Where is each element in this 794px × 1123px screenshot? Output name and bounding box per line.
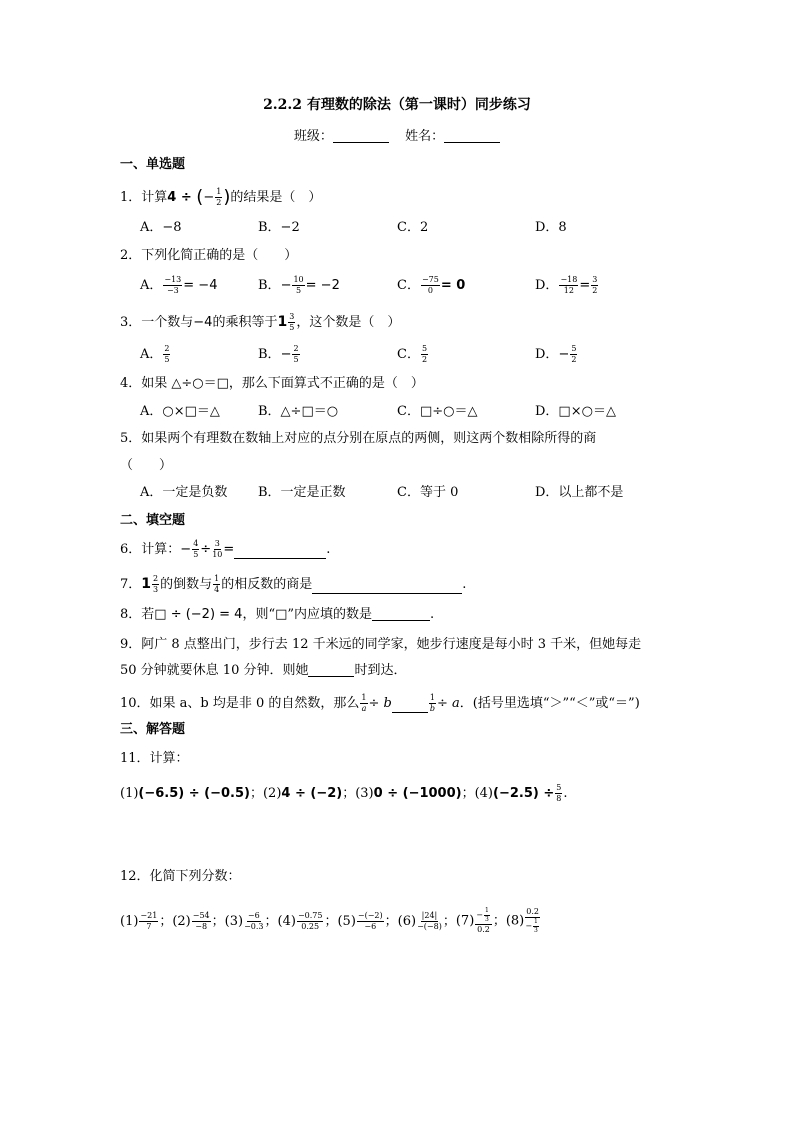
q3-d-label: D． <box>535 347 559 362</box>
q2-b-den: 5 <box>296 286 302 295</box>
q12-item-sep: ； <box>442 913 456 929</box>
q11-num: 5 <box>556 783 562 792</box>
q12-den8-sign: − <box>525 921 533 931</box>
q8-end: . <box>430 607 435 622</box>
section-single-choice: 一、单选题 <box>120 157 186 172</box>
q6-num2: 3 <box>214 539 220 548</box>
q11-fraction <box>555 784 562 803</box>
q12-fraction-7 <box>475 908 492 934</box>
q12-item-num: −54 <box>192 910 210 920</box>
q8-answer-blank[interactable] <box>372 608 430 621</box>
q8-expr: □ ÷ (−2) = 4 <box>154 607 243 622</box>
name-label: 姓名： <box>405 129 445 144</box>
q9-answer-blank[interactable] <box>308 664 354 677</box>
q3-d-den: 2 <box>571 355 577 364</box>
q6-num1: 4 <box>193 539 199 548</box>
q12-item-den: −(−8) <box>417 921 442 931</box>
q3-option-d <box>535 345 578 364</box>
q3-post: ，这个数是（ ） <box>296 315 401 330</box>
q1-rparen: ) <box>223 186 231 208</box>
q2-d-num: −18 <box>560 275 578 284</box>
q3-b-fraction <box>292 345 299 364</box>
q1-option-c: C．2 <box>397 220 429 235</box>
q6-den2: 10 <box>212 550 223 559</box>
q12-item-sep: ； <box>211 913 225 929</box>
q3-c-den: 2 <box>421 355 428 364</box>
class-blank <box>333 130 389 143</box>
q2-d-rhs-fraction <box>591 276 598 295</box>
q12-den8 <box>525 918 540 934</box>
q3-option-a <box>140 345 171 364</box>
page-title: 2.2.2 有理数的除法（第一课时）同步练习 <box>263 97 531 113</box>
q12-sep7: ； <box>492 913 506 929</box>
q2-d-rhs-num: 3 <box>592 275 598 284</box>
question-5-line1: 5．如果两个有理数在数轴上对应的点分别在原点的两侧，则这两个数相除所得的商 <box>120 431 597 446</box>
q1-option-d: D．8 <box>535 220 567 235</box>
question-10 <box>120 694 640 713</box>
q9-line2b: 时到达． <box>354 663 407 678</box>
q2-a-rhs: = −4 <box>183 278 218 293</box>
q5-option-c: C．等于 0 <box>397 485 459 500</box>
q3-b-sign: − <box>280 347 292 362</box>
q11-sep1: ；(2) <box>249 786 282 801</box>
q2-c-den: 0 <box>427 286 433 295</box>
q12-item-fraction <box>357 912 384 931</box>
q12-item-num: −6 <box>247 910 260 920</box>
q12-item-sep: ； <box>159 913 173 929</box>
q12-item-den: 7 <box>146 921 152 931</box>
q2-d-fraction <box>559 276 578 295</box>
q2-option-b <box>258 276 340 295</box>
q2-d-den: 12 <box>563 286 574 295</box>
q10-fraction-2 <box>429 694 436 713</box>
q10-answer-blank[interactable] <box>392 700 428 713</box>
q3-d-fraction <box>570 345 577 364</box>
q11-p1: (1) <box>120 786 139 801</box>
q3-c-label: C． <box>397 347 420 362</box>
q12-den8-d: 3 <box>534 927 538 934</box>
q8-post: ，则“□”内应填的数是 <box>242 607 373 622</box>
q12-den8-n: 1 <box>534 918 538 925</box>
q7-mid: 的倒数与 <box>160 577 213 592</box>
q2-c-rhs: = 0 <box>440 278 466 293</box>
q8-pre: 8．若 <box>120 607 155 622</box>
q2-b-num: 10 <box>293 275 304 284</box>
q1-pre: 1．计算 <box>120 190 168 205</box>
q3-a-den: 5 <box>164 355 170 364</box>
q12-item-num: −0.75 <box>297 910 323 920</box>
q6-answer-blank[interactable] <box>234 546 326 559</box>
q2-d-label: D． <box>535 278 559 293</box>
q1-neg: − <box>203 190 215 205</box>
q6-minus: − <box>180 542 192 557</box>
question-7 <box>120 575 466 594</box>
q10-den1: a <box>361 704 367 713</box>
q6-post: . <box>326 542 331 557</box>
q2-a-den: −3 <box>166 286 179 295</box>
q3-mid: 的乘积等于 <box>212 315 278 330</box>
q2-a-fraction <box>163 276 182 295</box>
q12-item-num: −21 <box>140 910 158 920</box>
q12-den8-frac <box>533 919 539 934</box>
q12-item-fraction <box>297 912 324 931</box>
q5-option-a: A．一定是负数 <box>140 485 228 500</box>
q10-post: ．(括号里选填“＞”“＜”或“＝”) <box>459 696 640 711</box>
q12-item-prefix: (5) <box>337 913 356 929</box>
q12-item-fraction <box>139 912 158 931</box>
q7-den1: 3 <box>153 585 159 594</box>
question-2: 2．下列化简正确的是（ ） <box>120 248 298 263</box>
question-3 <box>120 313 400 332</box>
q11-expressions <box>120 784 567 803</box>
q7-int: 1 <box>141 576 152 592</box>
q12-num7-n: 1 <box>484 907 489 914</box>
q5-option-b: B．一定是正数 <box>258 485 346 500</box>
question-6 <box>120 540 330 559</box>
q3-b-label: B． <box>258 347 281 362</box>
q3-b-num: 2 <box>293 344 299 353</box>
question-9-line1: 9．阿广 8 点整出门，步行去 12 千米远的同学家，她步行速度是每小时 3 千米，但她每走 <box>120 637 642 652</box>
q6-den1: 5 <box>193 550 199 559</box>
q2-b-rhs: = −2 <box>305 278 340 293</box>
q12-item-sep: ； <box>384 913 398 929</box>
q2-b-sign: − <box>280 278 292 293</box>
q12-num8: 0.2 <box>526 907 539 916</box>
q12-item-fraction <box>417 912 442 931</box>
q4-option-a: A．○×□＝△ <box>140 404 220 419</box>
q7-fraction-1 <box>152 575 159 594</box>
q3-a-fraction <box>163 345 170 364</box>
q7-pre: 7． <box>120 577 142 592</box>
q11-e4: (−2.5) ÷ <box>493 786 555 801</box>
q11-end: . <box>563 786 568 801</box>
question-5-line2: （ ） <box>120 458 173 473</box>
q7-answer-blank[interactable] <box>312 581 462 594</box>
q9-line2a: 50 分钟就要休息 10 分钟．则她 <box>120 663 309 678</box>
q3-den: 5 <box>289 323 295 332</box>
q12-item-prefix: (3) <box>224 913 244 929</box>
q3-option-b <box>258 345 301 364</box>
q2-b-label: B． <box>258 278 281 293</box>
q10-fraction-1 <box>360 694 367 713</box>
q3-int: 1 <box>277 314 288 330</box>
q3-option-c <box>397 345 429 364</box>
q12-item-den: −0.3 <box>244 921 264 931</box>
q1-lparen: ( <box>196 186 204 208</box>
q11-e2: 4 ÷ (−2) <box>281 786 343 801</box>
q4-option-b: B．△÷□＝○ <box>258 404 339 419</box>
q12-item-prefix: (1) <box>120 913 139 929</box>
q12-item-prefix: (4) <box>277 913 296 929</box>
q12-items <box>120 910 456 931</box>
q7-den2: 4 <box>214 585 220 594</box>
q12-item-den: 0.25 <box>301 921 320 931</box>
q2-d-rhs-den: 2 <box>592 286 598 295</box>
q12-p7: (7) <box>455 913 475 929</box>
q1-option-b: B．−2 <box>258 220 300 235</box>
q12-item-sep: ； <box>324 913 338 929</box>
q7-end: . <box>462 577 467 592</box>
q12-fraction-8 <box>525 908 540 934</box>
q11-sep2: ；(3) <box>342 786 374 801</box>
q6-pre: 6．计算： <box>120 542 181 557</box>
q2-c-label: C． <box>397 278 420 293</box>
q12-fractions <box>120 908 541 934</box>
q1-den: 2 <box>216 198 222 207</box>
q10-num1: 1 <box>361 693 367 702</box>
q10-pre: 10．如果 a、b 均是非 0 的自然数，那么 <box>120 696 360 711</box>
q10-div2: ÷ a <box>436 696 460 711</box>
q3-minus4: −4 <box>193 315 213 330</box>
question-4: 4．如果 △÷○＝□，那么下面算式不正确的是（ ） <box>120 376 424 391</box>
q1-fraction <box>215 188 222 207</box>
q3-c-fraction <box>421 345 428 364</box>
question-8 <box>120 608 434 621</box>
q3-num: 3 <box>289 312 295 321</box>
q1-option-a: A．−8 <box>140 220 182 235</box>
q3-pre: 3．一个数与 <box>120 315 194 330</box>
q11-sep3: ；(4) <box>461 786 494 801</box>
q12-item-fraction <box>244 912 263 931</box>
q12-den7: 0.2 <box>477 925 490 934</box>
q12-num7-frac <box>484 908 490 923</box>
q1-expr: 4 ÷ <box>167 190 197 205</box>
q2-c-num: −75 <box>421 275 439 284</box>
q1-num: 1 <box>216 187 222 196</box>
q3-c-num: 5 <box>421 344 428 353</box>
q1-post: 的结果是（ ） <box>230 190 322 205</box>
q10-div1: ÷ b <box>368 696 392 711</box>
q3-d-num: 5 <box>571 344 577 353</box>
name-blank <box>444 130 500 143</box>
q2-a-label: A． <box>140 278 163 293</box>
q2-b-fraction <box>292 276 304 295</box>
q4-option-d: D．□×○＝△ <box>535 404 616 419</box>
q6-fraction-1 <box>192 540 199 559</box>
q10-den2: b <box>429 704 435 713</box>
q3-a-num: 2 <box>164 344 170 353</box>
q2-option-a <box>140 276 217 295</box>
q5-option-d: D．以上都不是 <box>535 485 624 500</box>
q11-e1: (−6.5) ÷ (−0.5) <box>138 786 250 801</box>
q12-item-sep: ； <box>264 913 278 929</box>
q6-fraction-2 <box>212 540 222 559</box>
q2-option-d <box>535 276 599 295</box>
q12-item-fraction <box>192 912 211 931</box>
class-label: 班级： <box>293 129 333 144</box>
q11-e3: 0 ÷ (−1000) <box>373 786 462 801</box>
q7-post: 的相反数的商是 <box>221 577 313 592</box>
q4-option-c: C．□÷○＝△ <box>397 404 478 419</box>
q12-num7 <box>475 908 492 925</box>
question-1 <box>120 188 321 207</box>
q6-eq: = <box>223 542 235 557</box>
q12-item-prefix: (6) <box>397 913 417 929</box>
q7-num2: 1 <box>214 574 220 583</box>
q2-d-eq: = <box>579 278 591 293</box>
q7-num1: 2 <box>153 574 159 583</box>
q10-num2: 1 <box>429 693 435 702</box>
q12-item-prefix: (2) <box>172 913 191 929</box>
question-11: 11．计算： <box>120 751 189 766</box>
q3-b-den: 5 <box>293 355 299 364</box>
q12-item-den: −6 <box>364 921 377 931</box>
q12-num7-d: 3 <box>484 916 489 923</box>
q12-item-den: −8 <box>195 921 208 931</box>
section-fill-blank: 二、填空题 <box>120 513 186 528</box>
section-solution: 三、解答题 <box>120 722 186 737</box>
q12-item-num: |24| <box>421 910 438 920</box>
q6-div: ÷ <box>200 542 212 557</box>
q12-item-num: −(−2) <box>357 910 383 920</box>
q7-fraction-2 <box>213 575 220 594</box>
q12-num7-sign: − <box>476 910 483 920</box>
q2-option-c <box>397 276 465 295</box>
q2-a-num: −13 <box>164 275 182 284</box>
q12-p8: (8) <box>505 913 525 929</box>
q3-fraction <box>288 313 295 332</box>
q3-d-sign: − <box>558 347 570 362</box>
question-9-line2 <box>120 664 407 677</box>
q11-den: 8 <box>556 794 562 803</box>
question-12: 12．化简下列分数： <box>120 869 241 884</box>
class-name-line <box>0 130 794 143</box>
q2-c-fraction <box>421 276 440 295</box>
q3-a-label: A． <box>140 347 163 362</box>
